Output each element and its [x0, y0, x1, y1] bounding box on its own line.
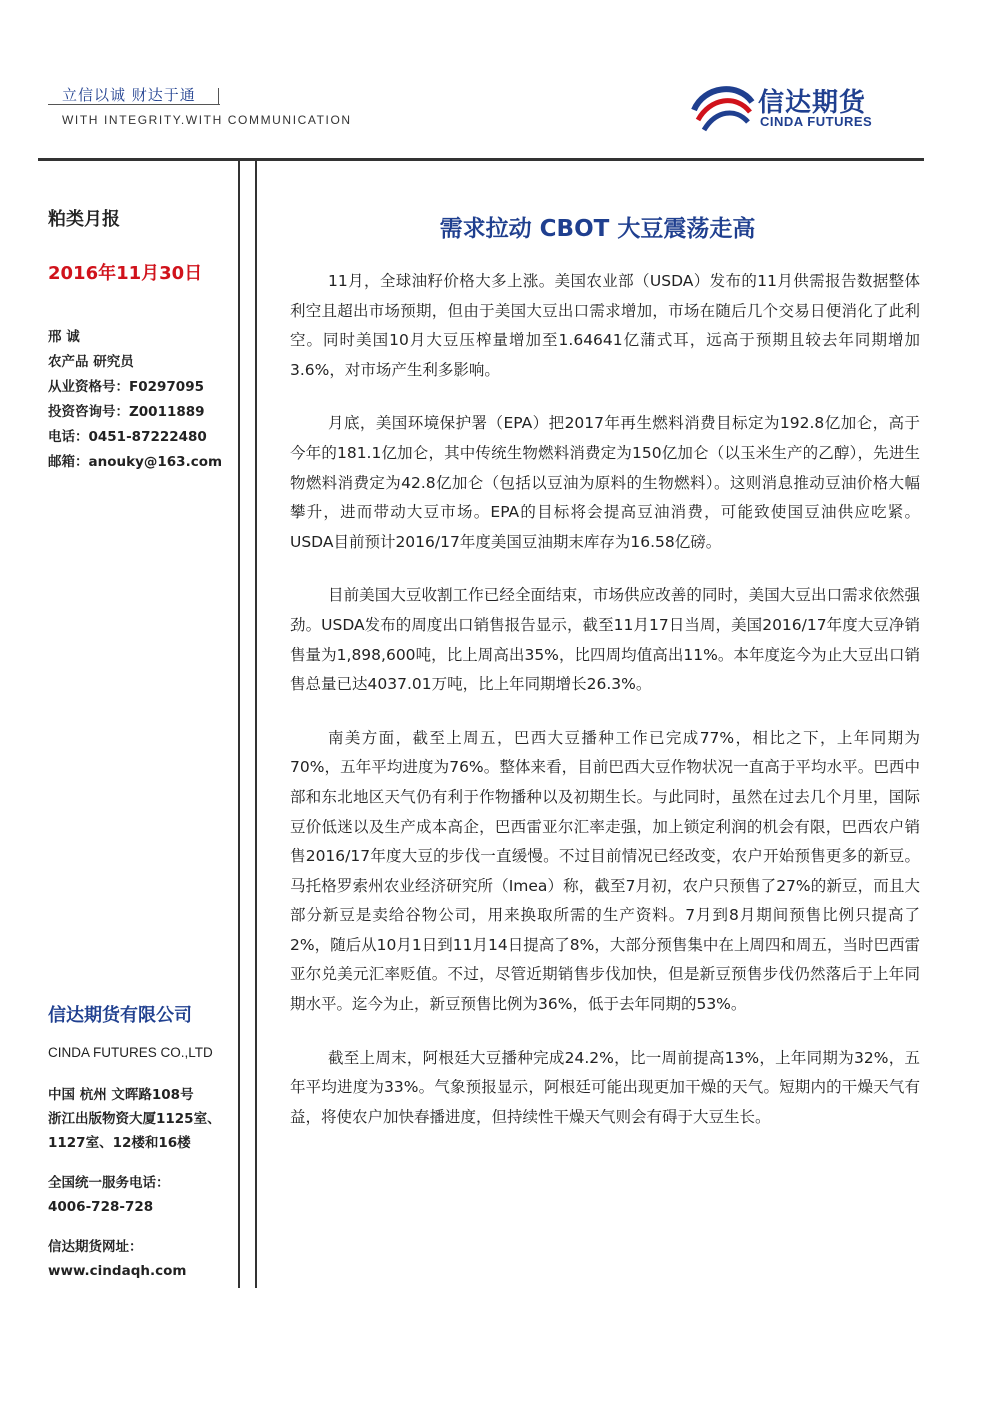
address-line: 1127室、12楼和16楼 — [48, 1135, 191, 1151]
logo-text-en: CINDA FUTURES — [760, 114, 873, 129]
author-role: 农产品 研究员 — [48, 354, 134, 370]
author-qualification: 从业资格号：F0297095 — [48, 379, 204, 395]
article-paragraph: 南美方面，截至上周五，巴西大豆播种工作已完成77%，相比之下，上年同期为70%，五年平均进度为76%。整体来看，目前巴西大豆作物状况一直高于平均水平。巴西中部和东北地区天气仍有利于作物播种以及初期生长。与此同时，虽然在过去几个月里，国际豆价低迷以及生产成本高企，巴西雷亚尔汇率走强，加上锁定利润的机会有限，巴西农户销售2016/17年度大豆的步伐一直缓慢。不过目前情况已经改变，农户开始预售更多的新豆。马托格罗索州农业经济研究所（Imea）称，截至7月初，农户只预售了27%的新豆，而且大部分新豆是卖给谷物公司，用来换取所需的生产资料。7月到8月期间预售比例只提高了2%，随后从10月1日到11月14日提高了8%，大部分预售集中在上周四和周五，当时巴西雷亚尔兑美元汇率贬值。不过，尽管近期销售步伐加快，但是新豆预售步伐仍然落后于上年同期水平。迄今为止，新豆预售比例为36%，低于去年同期的53%。 — [290, 728, 920, 1014]
slogan-en: WITH INTEGRITY.WITH COMMUNICATION — [62, 113, 352, 127]
slogan-underline — [48, 104, 220, 105]
hotline-number: 4006-728-728 — [48, 1199, 154, 1215]
hotline-label: 全国统一服务电话： — [48, 1175, 170, 1191]
website-url: www.cindaqh.com — [48, 1263, 187, 1279]
author-name: 邢 诚 — [48, 329, 80, 345]
author-consult-id: 投资咨询号：Z0011889 — [48, 404, 205, 420]
report-date: 2016年11月30日 — [48, 263, 203, 284]
slogan-divider — [218, 88, 219, 105]
author-info — [48, 325, 222, 475]
article-title: 需求拉动 CBOT 大豆震荡走高 — [439, 216, 756, 242]
logo-text-cn: 信达期货 — [758, 88, 867, 118]
cinda-logo-icon — [690, 80, 756, 134]
article-paragraph: 目前美国大豆收割工作已经全面结束，市场供应改善的同时，美国大豆出口需求依然强劲。USDA发布的周度出口销售报告显示，截至11月17日当周，美国2016/17年度大豆净销售量为1,898,600吨，比上周高出35%，比四周均值高出11%。本年度迄今为止大豆出口销售总量已达4037.01万吨，比上年同期增长26.3%。 — [290, 586, 920, 694]
website-label: 信达期货网址： — [48, 1239, 143, 1255]
address-line: 浙江出版物资大厦1125室、 — [48, 1111, 221, 1127]
sidebar-rule — [238, 158, 240, 1288]
company-logo — [690, 80, 930, 134]
article-paragraph: 月底，美国环境保护署（EPA）把2017年再生燃料消费目标定为192.8亿加仑，高于今年的181.1亿加仑，其中传统生物燃料消费定为150亿加仑（以玉米生产的乙醇），先进生物燃料消费定为42.8亿加仑（包括以豆油为原料的生物燃料）。这则消息推动豆油价格大幅攀升，进而带动大豆市场。EPA的目标将会提高豆油消费，可能致使国豆油供应吃紧。USDA目前预计2016/17年度美国豆油期末库存为16.58亿磅。 — [290, 414, 920, 551]
header-rule — [38, 158, 924, 161]
author-phone: 电话：0451-87222480 — [48, 429, 207, 445]
company-name: 信达期货有限公司 — [48, 1005, 192, 1026]
company-website — [48, 1235, 186, 1283]
author-email: 邮箱：anouky@163.com — [48, 454, 223, 470]
report-type: 粕类月报 — [48, 209, 120, 230]
article-body — [290, 267, 920, 1156]
sidebar-rule-inner — [255, 158, 257, 1288]
address-line: 中国 杭州 文晖路108号 — [48, 1087, 194, 1103]
company-hotline — [48, 1171, 170, 1219]
company-address — [48, 1083, 221, 1155]
article-paragraph: 11月，全球油籽价格大多上涨。美国农业部（USDA）发布的11月供需报告数据整体利空且超出市场预期，但由于美国大豆出口需求增加，市场在随后几个交易日便消化了此利空。同时美国10月大豆压榨量增加至1.64641亿蒲式耳，远高于预期且较去年同期增加3.6%，对市场产生利多影响。 — [290, 272, 920, 379]
company-name-en: CINDA FUTURES CO.,LTD — [48, 1045, 213, 1060]
slogan-cn: 立信以诚 财达于通 — [62, 86, 196, 104]
article-paragraph: 截至上周末，阿根廷大豆播种完成24.2%，比一周前提高13%，上年同期为32%，五年平均进度为33%。气象预报显示，阿根廷可能出现更加干燥的天气。短期内的干燥天气有益，将使农户加快春播进度，但持续性干燥天气则会有碍于大豆生长。 — [290, 1048, 920, 1126]
